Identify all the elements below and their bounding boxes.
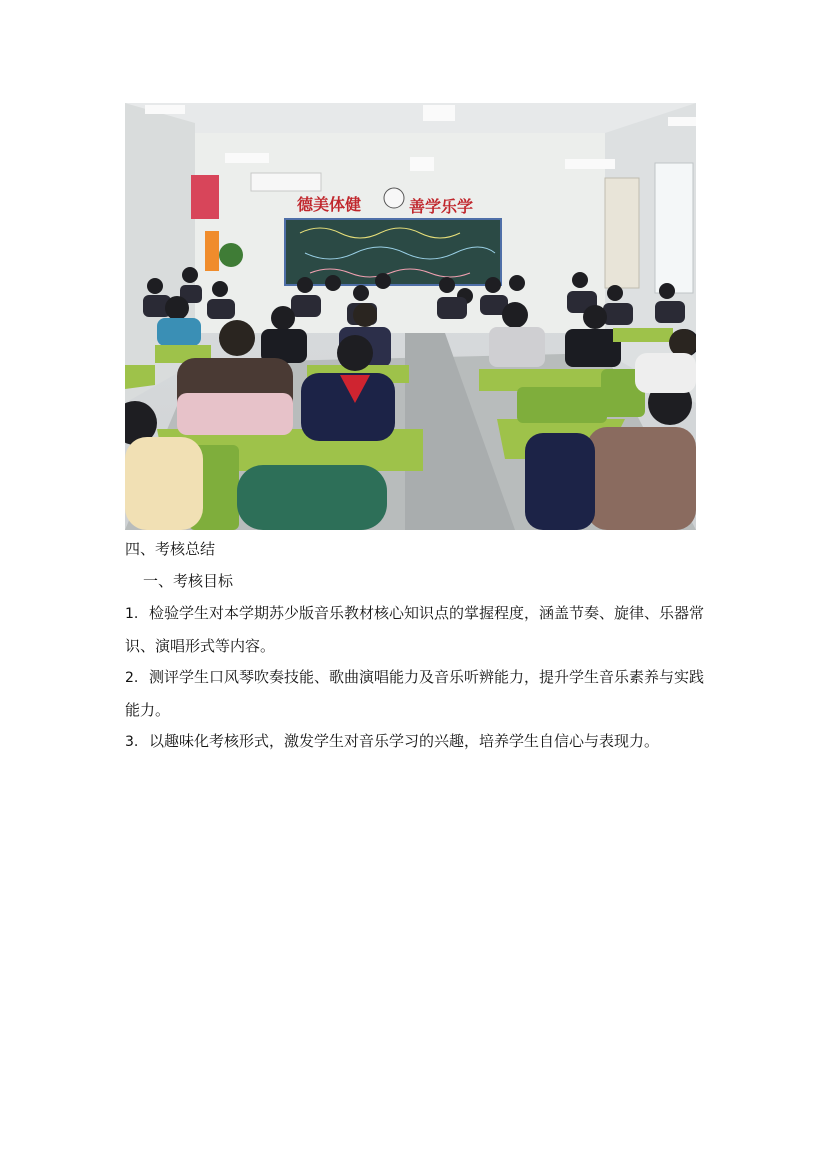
list-item-number: 2. xyxy=(125,670,139,686)
list-item xyxy=(125,661,715,726)
banner-left-text: 德美体健 xyxy=(297,195,362,214)
list-item-number: 1. xyxy=(125,606,139,622)
list-item xyxy=(125,597,715,662)
subheading: 一、考核目标 xyxy=(143,572,234,590)
list-item-number: 3. xyxy=(125,734,139,750)
list-item-text: 测评学生口风琴吹奏技能、歌曲演唱能力及音乐听辨能力，提升学生音乐素养与实践能力。 xyxy=(125,668,705,719)
list-item xyxy=(125,725,715,758)
section-heading: 四、考核总结 xyxy=(125,540,216,558)
list-item-text: 检验学生对本学期苏少版音乐教材核心知识点的掌握程度，涵盖节奏、旋律、乐器常识、演唱形式等内容。 xyxy=(125,604,705,655)
banner-right-text: 善学乐学 xyxy=(409,197,474,216)
list-item-text: 以趣味化考核形式，激发学生对音乐学习的兴趣，培养学生自信心与表现力。 xyxy=(149,732,660,750)
classroom-photo xyxy=(125,103,696,530)
classroom-illustration xyxy=(125,103,696,530)
